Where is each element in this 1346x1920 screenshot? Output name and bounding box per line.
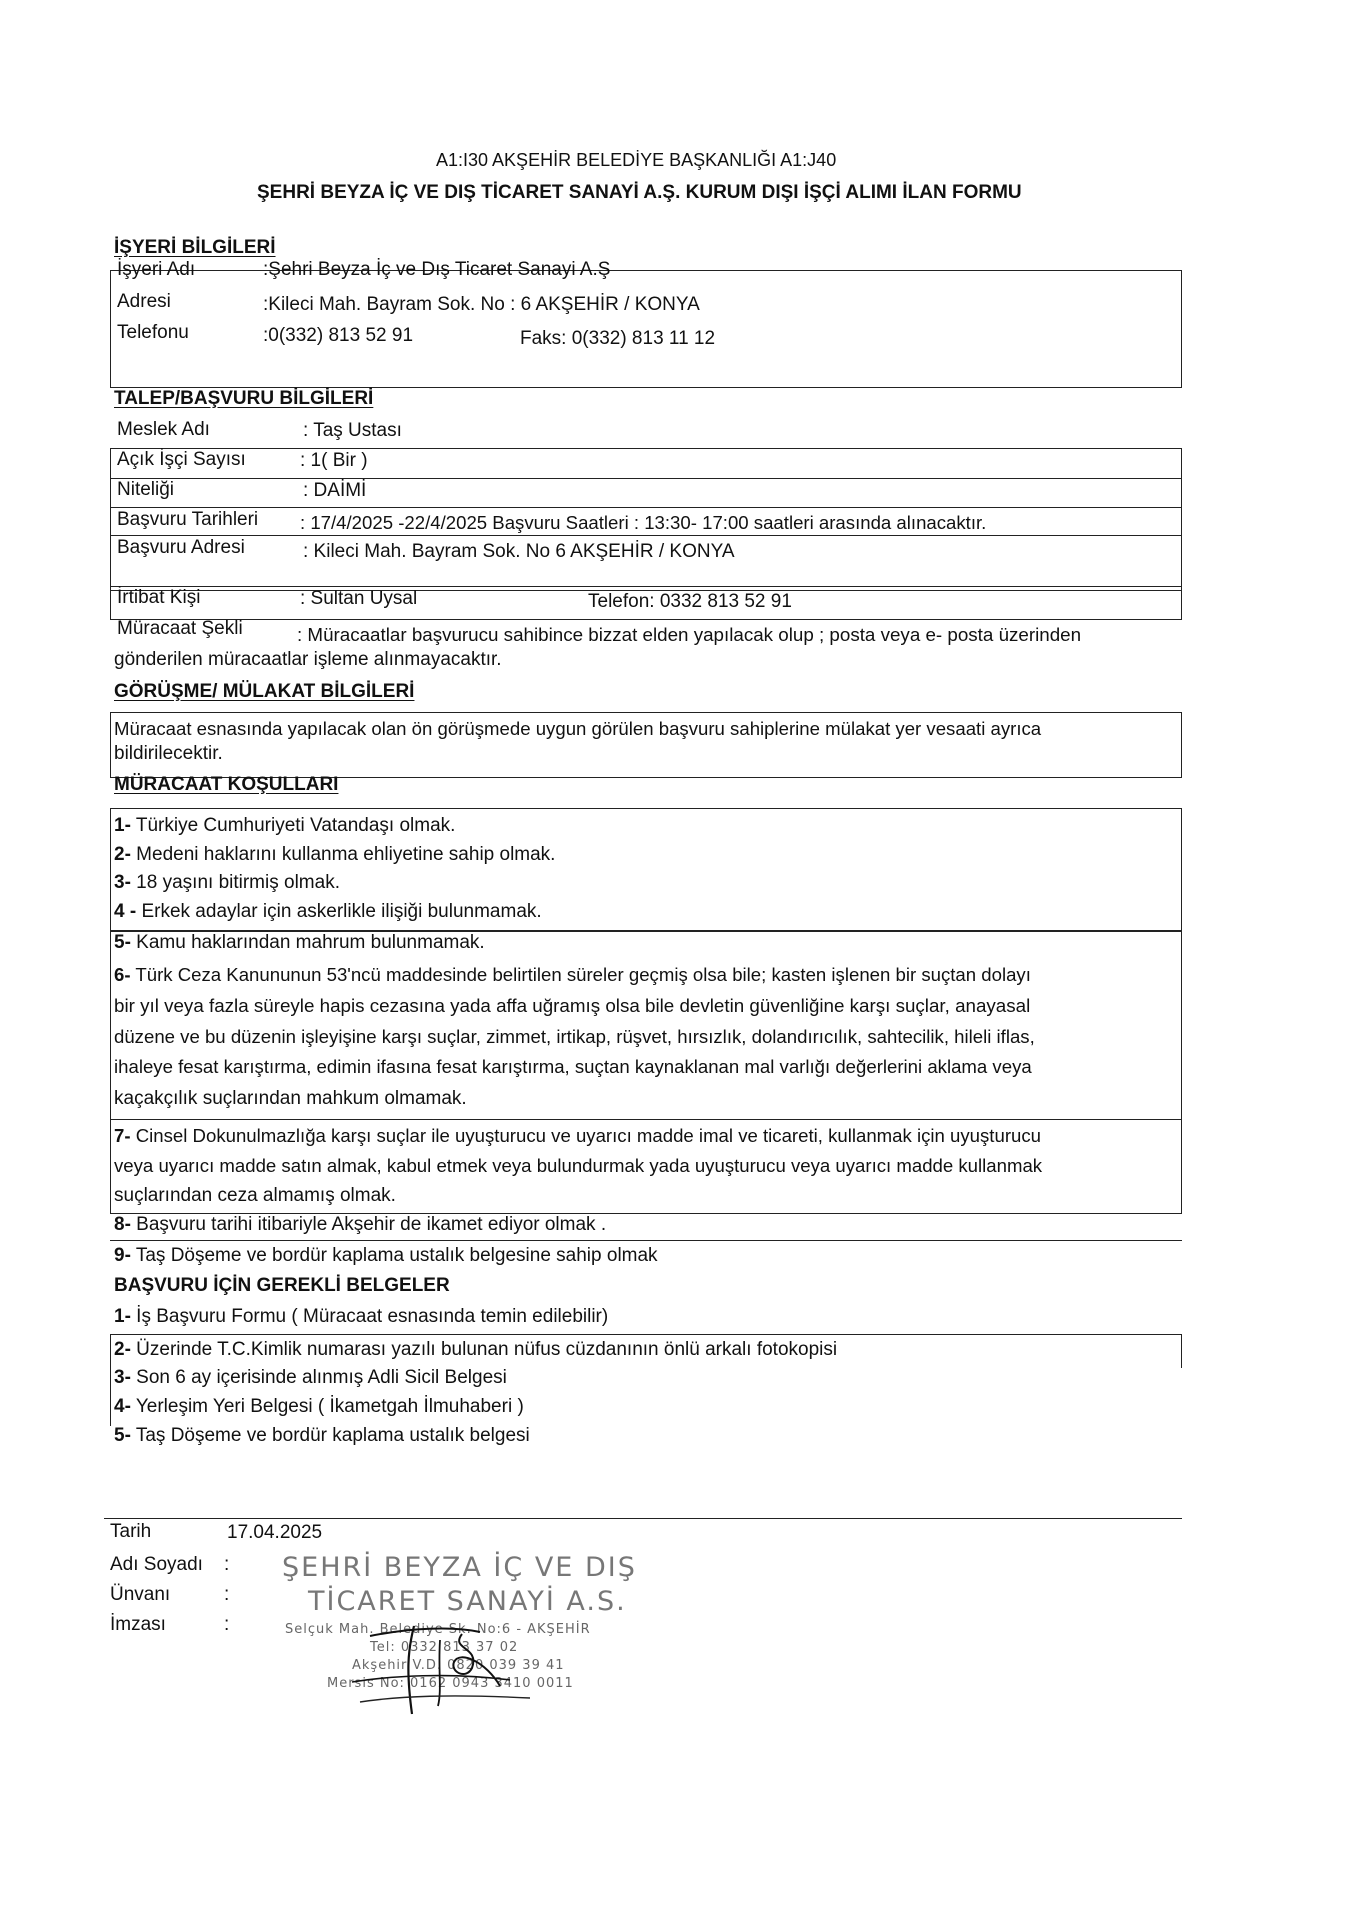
- form-title: ŞEHRİ BEYZA İÇ VE DIŞ TİCARET SANAYİ A.Ş. KURUM DIŞI İŞÇİ ALIMI İLAN FORMU: [257, 182, 1022, 203]
- talep-divider-3: [110, 535, 1182, 536]
- kosullar-divider-9: [110, 1240, 1182, 1241]
- isyeri-ad-value: :Şehri Beyza İç ve Dış Ticaret Sanayi A.Ş: [263, 259, 611, 280]
- isyeri-telefon-label: Telefonu: [117, 322, 189, 343]
- talep-adres-label: Başvuru Adresi: [117, 537, 245, 558]
- footer-rule: [104, 1518, 1182, 1519]
- belge-5: [114, 1424, 530, 1448]
- footer-imza-label: İmzası: [110, 1614, 166, 1635]
- header-line-1: A1:I30 AKŞEHİR BELEDİYE BAŞKANLIĞI A1:J40: [436, 150, 837, 170]
- kosul-9-num: 9-: [114, 1245, 131, 1266]
- kosul-9: [114, 1244, 658, 1268]
- kosul-4-text: Erkek adaylar için askerlikle ilişiği bulunmamak.: [136, 901, 542, 922]
- belgeler-heading: BAŞVURU İÇİN GEREKLİ BELGELER: [114, 1275, 450, 1296]
- kosul-6-line-2: bir yıl veya fazla süreyle hapis cezasına yada affa uğramış olsa bile devletin güvenliğine karşı suçlar, anayasal: [114, 995, 1031, 1016]
- talep-acik-value: : 1( Bir ): [300, 450, 368, 471]
- belge-3-text: Son 6 ay içerisinde alınmış Adli Sicil Belgesi: [130, 1367, 507, 1388]
- isyeri-telefon-value: :0(332) 813 52 91: [263, 325, 414, 346]
- kosul-4-num: 4 -: [114, 901, 137, 922]
- kosul-8: [114, 1213, 606, 1237]
- belge-4-text: Yerleşim Yeri Belgesi ( İkametgah İlmuhaberi ): [130, 1396, 524, 1417]
- kosul-6-line-4: ihaleye fesat karıştırma, edimin ifasına fesat karıştırma, suçtan kaynaklanan mal varlığı değerlerini aklama veya: [114, 1056, 1032, 1077]
- kosul-6: [114, 963, 1031, 987]
- gorusme-line-1: Müracaat esnasında yapılacak olan ön görüşmede uygun görülen başvuru sahiplerine mülakat yer vesaati ayrıca: [114, 718, 1042, 739]
- isyeri-ad-label: İşyeri Adı: [117, 259, 196, 280]
- isyeri-faks: Faks: 0(332) 813 11 12: [520, 328, 716, 349]
- footer-tarih-value: 17.04.2025: [227, 1522, 323, 1543]
- belgeler-left-rule: [110, 1334, 111, 1426]
- footer-adsoyad-label: Adı Soyadı: [110, 1554, 203, 1575]
- belge-1-text: İş Başvuru Formu ( Müracaat esnasında temin edilebilir): [130, 1306, 609, 1327]
- talep-muracaat-label: Müracaat Şekli: [117, 618, 243, 639]
- kosul-7-num: 7-: [114, 1125, 131, 1146]
- kosul-5-num: 5-: [114, 932, 131, 953]
- kosul-9-text: Taş Döşeme ve bordür kaplama ustalık belgesine sahip olmak: [130, 1245, 658, 1266]
- footer-colon-2: :: [224, 1584, 230, 1605]
- gorusme-line-2: bildirilecektir.: [114, 743, 223, 764]
- kosul-4: [114, 900, 542, 924]
- kosul-2-text: Medeni haklarını kullanma ehliyetine sahip olmak.: [130, 844, 556, 865]
- kosul-5: [114, 931, 485, 955]
- belge-5-num: 5-: [114, 1425, 131, 1446]
- kosul-6-num: 6-: [114, 964, 131, 985]
- talep-tarih-value: : 17/4/2025 -22/4/2025 Başvuru Saatleri : 13:30- 17:00 saatleri arasında alınacaktır.: [300, 512, 987, 533]
- kosul-5-text: Kamu haklarından mahrum bulunmamak.: [130, 932, 485, 953]
- kosul-1: [114, 814, 455, 838]
- kosul-2-num: 2-: [114, 844, 131, 865]
- stamp-line-1: ŞEHRİ BEYZA İÇ VE DIŞ: [282, 1552, 637, 1583]
- kosul-1-num: 1-: [114, 815, 131, 836]
- talep-tarih-label: Başvuru Tarihleri: [117, 509, 259, 530]
- talep-muracaat-value: : Müracaatlar başvurucu sahibince bizzat elden yapılacak olup ; posta veya e- posta üzerinden: [297, 624, 1082, 645]
- talep-nitelik-label: Niteliği: [117, 479, 175, 500]
- talep-irtibat-label: İrtibat Kişi: [117, 587, 201, 608]
- belge-4-num: 4-: [114, 1396, 131, 1417]
- talep-divider-2: [110, 507, 1182, 508]
- footer-colon-1: :: [224, 1554, 230, 1575]
- belge-2: [114, 1338, 837, 1362]
- gorusme-heading: GÖRÜŞME/ MÜLAKAT BİLGİLERİ: [114, 681, 415, 702]
- stamp-line-6: Mersis No: 0162 0943 3410 0011: [327, 1676, 574, 1691]
- belge-1: [114, 1305, 608, 1329]
- kosul-7: [114, 1124, 1041, 1148]
- kosul-3-num: 3-: [114, 872, 131, 893]
- talep-divider-1: [110, 478, 1182, 479]
- talep-meslek-label: Meslek Adı: [117, 419, 210, 440]
- footer-unvan-label: Ünvanı: [110, 1584, 171, 1605]
- talep-muracaat-value-2: gönderilen müracaatlar işleme alınmayacaktır.: [114, 649, 502, 670]
- kosul-3-text: 18 yaşını bitirmiş olmak.: [130, 872, 340, 893]
- talep-irtibat-value: : Sultan Uysal: [300, 588, 418, 609]
- kosul-7-line-2: veya uyarıcı madde satın almak, kabul etmek veya bulundurmak yada uyuşturucu veya uyarıcı madde kullanmak: [114, 1155, 1043, 1176]
- kosul-2: [114, 843, 555, 867]
- kosullar-heading: MÜRACAAT KOŞULLARI: [114, 774, 339, 795]
- belge-3-num: 3-: [114, 1367, 131, 1388]
- kosul-3: [114, 871, 340, 895]
- kosul-6-line-5: kaçakçılık suçlarından mahkum olmamak.: [114, 1088, 467, 1109]
- isyeri-heading: İŞYERİ BİLGİLERİ: [114, 237, 276, 258]
- kosul-6-line-3: düzene ve bu düzenin işleyişine karşı suçlar, zimmet, irtikap, rüşvet, hırsızlık, dolandırıcılık, sahtecilik, hileli iflas,: [114, 1026, 1035, 1047]
- talep-meslek-value: : Taş Ustası: [303, 420, 402, 441]
- belge-1-num: 1-: [114, 1306, 131, 1327]
- signature-scribble: [330, 1610, 560, 1720]
- kosullar-divider-7: [110, 1119, 1182, 1120]
- footer-tarih-label: Tarih: [110, 1521, 152, 1542]
- belge-2-text: Üzerinde T.C.Kimlik numarası yazılı bulunan nüfus cüzdanının önlü arkalı fotokopisi: [130, 1339, 838, 1360]
- isyeri-adres-label: Adresi: [117, 291, 171, 312]
- kosul-8-num: 8-: [114, 1214, 131, 1235]
- talep-nitelik-value: : DAİMİ: [303, 480, 367, 501]
- kosul-6-text: Türk Ceza Kanununun 53'ncü maddesinde belirtilen süreler geçmiş olsa bile; kasten işlenen bir suçtan dolayı: [130, 964, 1031, 985]
- talep-adres-value: : Kileci Mah. Bayram Sok. No 6 AKŞEHİR / KONYA: [303, 541, 735, 562]
- stamp-line-4: Tel: 0332 813 37 02: [370, 1640, 519, 1655]
- belge-4: [114, 1395, 524, 1419]
- stamp-line-5: Akşehir V.D. 0820 039 39 41: [352, 1658, 565, 1673]
- kosul-8-text: Başvuru tarihi itibariyle Akşehir de ikamet ediyor olmak .: [130, 1214, 607, 1235]
- belgeler-top-rule: [110, 1334, 1182, 1335]
- footer-colon-3: :: [224, 1614, 230, 1635]
- stamp-line-3: Selçuk Mah. Belediye Sk. No:6 - AKŞEHİR: [285, 1622, 591, 1637]
- talep-heading: TALEP/BAŞVURU BİLGİLERİ: [114, 388, 374, 409]
- kosul-1-text: Türkiye Cumhuriyeti Vatandaşı olmak.: [130, 815, 456, 836]
- talep-acik-label: Açık İşçi Sayısı: [117, 449, 246, 470]
- kosul-7-text: Cinsel Dokunulmazlığa karşı suçlar ile uyuşturucu ve uyarıcı madde imal ve ticareti, kullanmak için uyuşturucu: [130, 1125, 1041, 1146]
- belgeler-right-rule: [1181, 1334, 1182, 1368]
- belge-2-num: 2-: [114, 1339, 131, 1360]
- belge-5-text: Taş Döşeme ve bordür kaplama ustalık belgesi: [130, 1425, 530, 1446]
- kosul-7-line-3: suçlarından ceza almamış olmak.: [114, 1185, 396, 1206]
- stamp-line-2: TİCARET SANAYİ A.S.: [308, 1586, 627, 1617]
- belge-3: [114, 1366, 507, 1390]
- talep-irtibat-tel: Telefon: 0332 813 52 91: [588, 591, 792, 612]
- isyeri-adres-value: :Kileci Mah. Bayram Sok. No : 6 AKŞEHİR / KONYA: [263, 294, 700, 315]
